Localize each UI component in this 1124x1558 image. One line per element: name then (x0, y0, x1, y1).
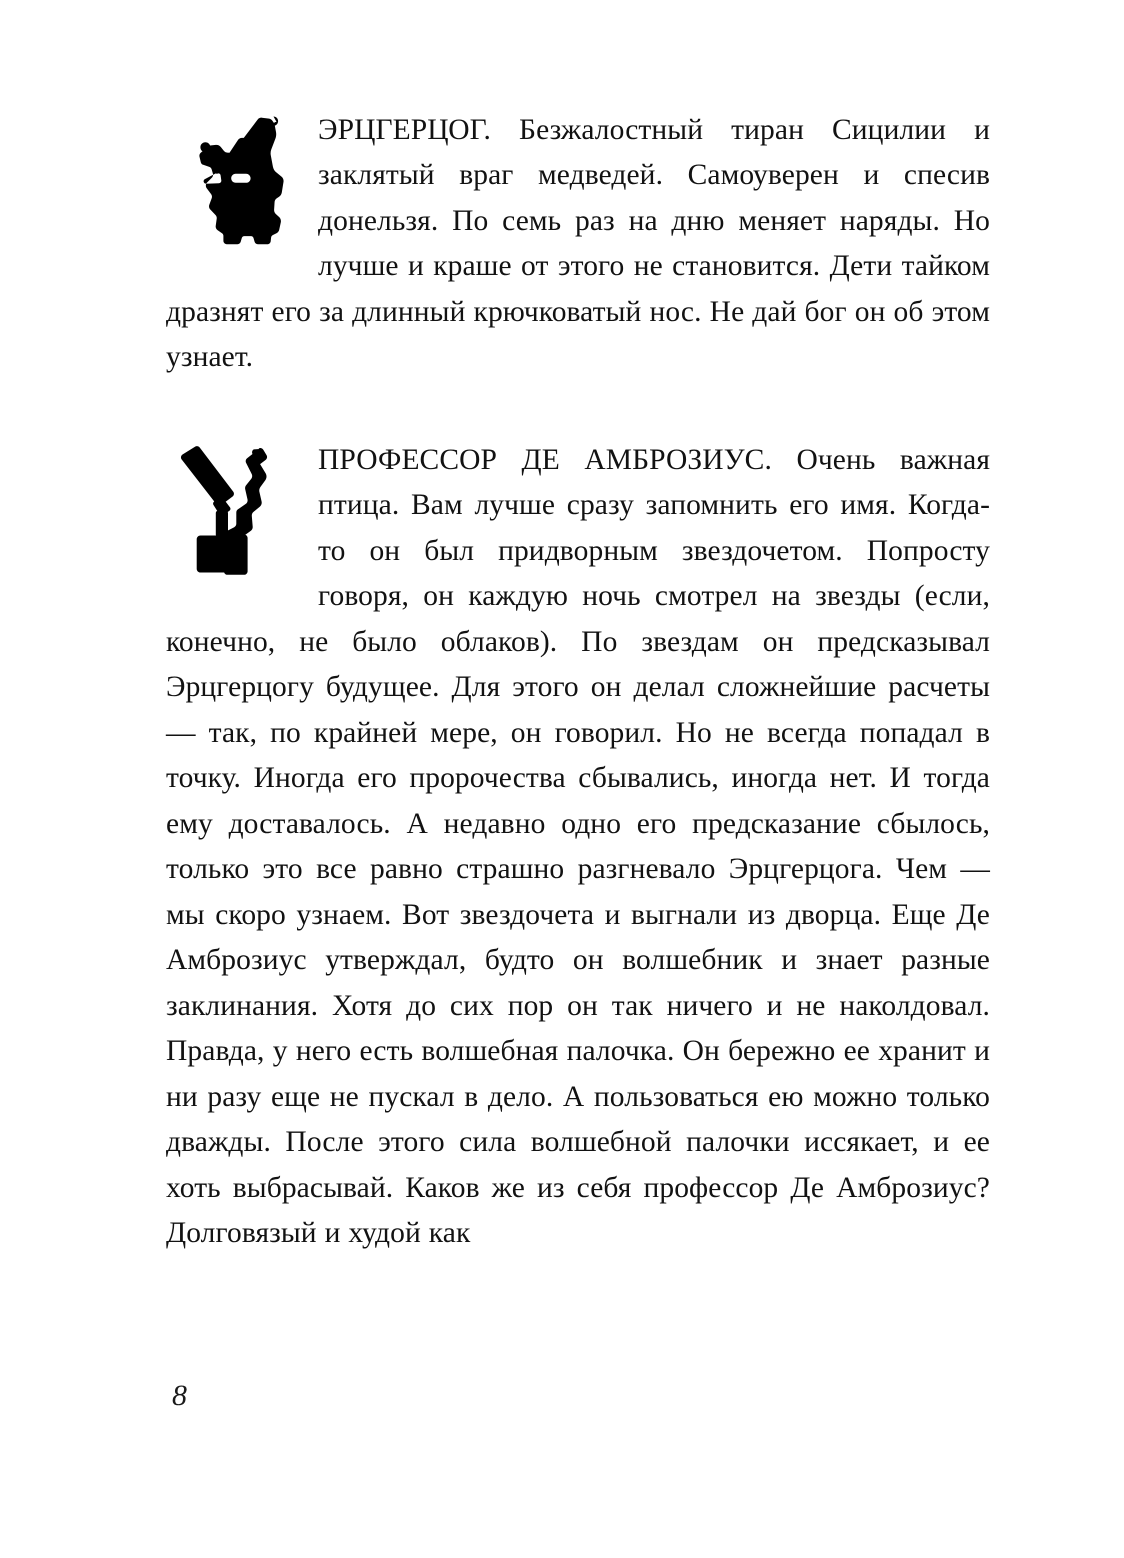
character-entry-professor (166, 438, 990, 1257)
professor-telescope-silhouette-icon (172, 442, 290, 579)
text-column (166, 78, 990, 1286)
archduke-silhouette-icon (172, 112, 290, 249)
character-name: ПРОФЕССОР ДЕ АМБРОЗИУС. (318, 443, 772, 476)
character-description: Очень важная птица. Вам лучше сразу запомнить его имя. Когда-то он был придворным звездочетом. Попросту говоря, он каждую ночь смотрел на звезды (если, конечно, не было облаков). По звездам он предсказывал Эрцгерцогу будущее. Для этого он делал сложнейшие расчеты — так, по крайней мере, он говорил. Но не всегда попадал в точку. Иногда его пророчества сбывались, иногда нет. И тогда ему доставалось. А недавно одно его предсказание сбылось, только это все равно страшно разгневало Эрцгерцога. Чем — мы скоро узнаем. Вот звездочета и выгнали из дворца. Еще Де Амброзиус утверждал, будто он волшебник и знает разные заклинания. Хотя до сих пор он так ничего и не наколдовал. Правда, у него есть волшебная палочка. Он бережно ее хранит и ни разу еще не пускал в дело. А пользоваться ею можно только дважды. После этого сила волшебной палочки иссякает, и ее хоть выбрасывай. Каков же из себя профессор Де Амброзиус? Долговязый и худой как (166, 443, 991, 1249)
character-description: Безжалостный тиран Сицилии и заклятый враг медведей. Самоуверен и спесив донельзя. По семь раз на дню меняет наряды. Но лучше и краше от этого не становится. Дети тайком дразнят его за длинный крючковатый нос. Не дай бог он об этом узнает. (166, 113, 990, 373)
page-number: 8 (172, 1379, 187, 1412)
character-name: ЭРЦГЕРЦОГ. (318, 113, 491, 146)
character-entry-archduke (166, 108, 990, 381)
